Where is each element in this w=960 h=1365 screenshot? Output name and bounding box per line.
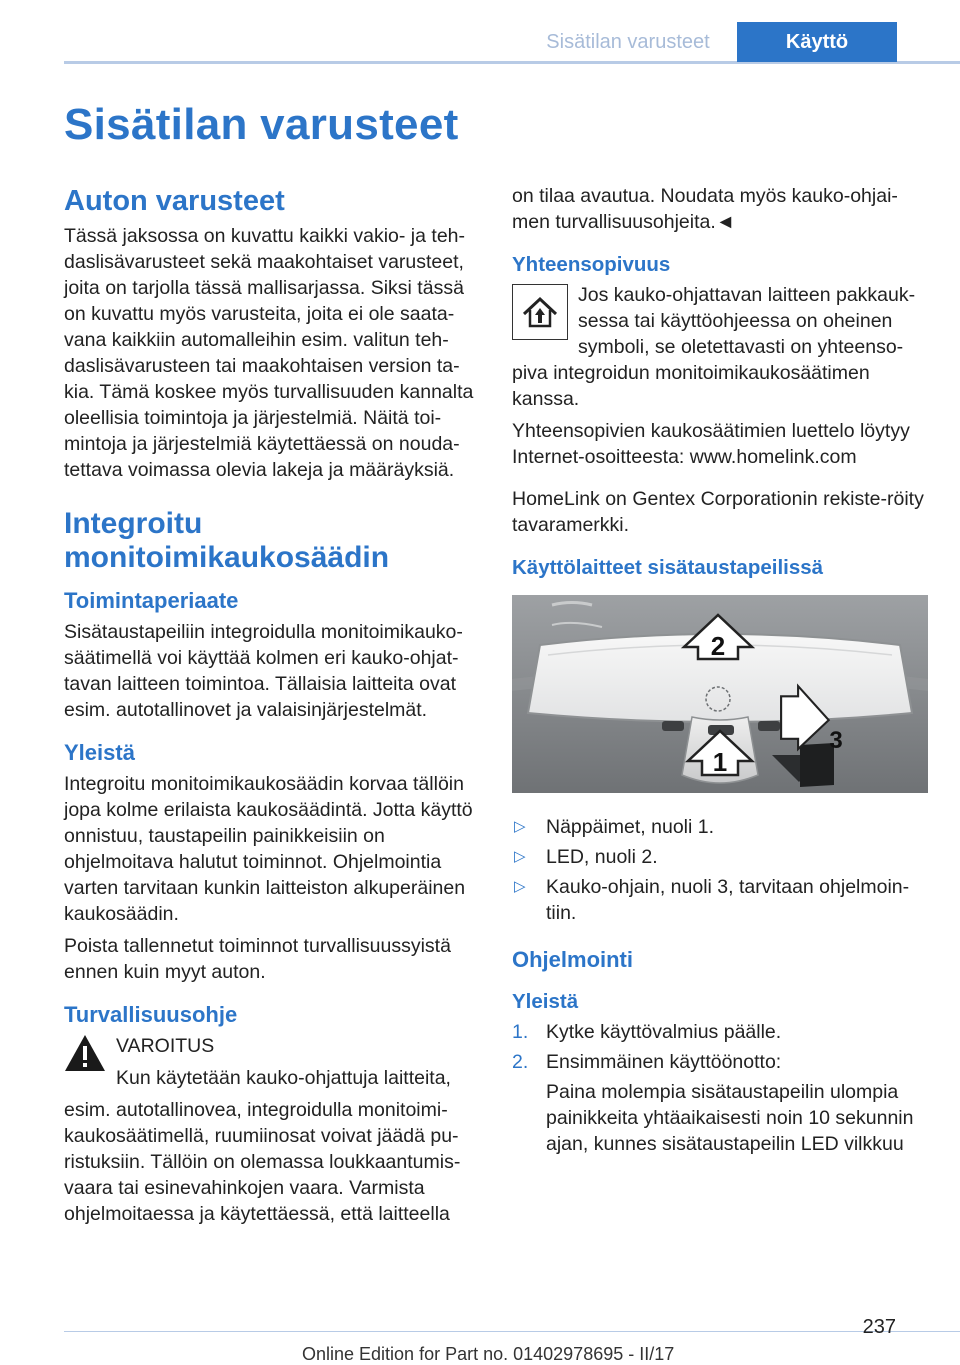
- footer-rule: [64, 1331, 960, 1332]
- heading-yleista: Yleistä: [64, 740, 135, 765]
- list-item: 2. Ensimmäinen käyttöönotto:: [512, 1051, 782, 1073]
- heading-toimintaperiaate: Toimintaperiaate: [64, 588, 239, 613]
- homelink-compat-icon: [512, 284, 568, 340]
- bullet-marker-icon: ▷: [514, 848, 526, 865]
- warning-text: esim. autotallinovea, integroidulla monitoimi-kaukosäätimellä, ruumiinosat voivat jäädä pu-ristuksiin. Tällöin on olemassa loukkaantumis-vaara tai esinevahinkojen vaara. Varmista ohjelmoitaessa ja käytettäessä, että laitteella: [64, 1099, 461, 1225]
- list-item: ▷ Kauko-ohjain, nuoli 3, tarvitaan ohjelmoin-tiin.: [514, 876, 910, 924]
- paragraph-warning-continued: on tilaa avautua. Noudata myös kauko-ohjai-men turvallisuusohjeita.◄: [512, 185, 898, 233]
- paragraph-homelink: HomeLink on Gentex Corporationin rekiste-röity tavaramerkki.: [512, 488, 924, 536]
- bullet-marker-icon: ▷: [514, 878, 526, 895]
- paragraph-toimintaperiaate: Sisätaustapeiliin integroidulla monitoimikauko-säätimellä voi käyttää kolmen eri kauko-ohjat-tavan laitteen toimintoa. Tällaisia laitteita ovat esim. autotallinovet ja valaisinjärjestelmät.: [64, 621, 463, 721]
- list-item: 1. Kytke käyttövalmius päälle.: [512, 1021, 782, 1043]
- list-item: ▷ Näppäimet, nuoli 1.: [514, 816, 715, 838]
- paragraph-yhteensopivuus-2: Yhteensopivien kaukosäätimien luettelo löytyy Internet-osoitteesta: www.homelink.com: [512, 420, 910, 468]
- paragraph-yleista-1: Integroitu monitoimikaukosäädin korvaa tällöin jopa kolme erilaista kaukosäädintä. Jotta käyttö onnistuu, taustapeilin painikkeisiin on ohjelmoitava halutut toiminnot. Ohjelmointia varten tarvitaan kunkin laitteiston alkuperäinen kaukosäädin.: [64, 773, 473, 925]
- paragraph-yhteensopivuus-1: Jos kauko-ohjattavan laitteen pakkauk-sessa tai käyttöohjeessa on oheinen symboli, se oletettavasti on yhteenso-piva integroidun monitoimikaukosäätimen kanssa.: [512, 284, 916, 410]
- heading-integroitu: Integroitu monitoimikaukosäädin: [64, 507, 390, 574]
- figure-label-3: 3: [829, 727, 843, 754]
- header-section-label: Sisätilan varusteet: [546, 30, 710, 53]
- page-title: Sisätilan varusteet: [64, 100, 459, 149]
- footer-edition: Online Edition for Part no. 01402978695 - II/17: [302, 1344, 675, 1364]
- paragraph-yleista-2: Poista tallennetut toiminnot turvallisuussyistä ennen kuin myyt auton.: [64, 935, 451, 983]
- warning-triangle-icon: [64, 1033, 106, 1073]
- left-column: [64, 183, 482, 1233]
- controls-bullet-list: [512, 814, 930, 926]
- warning-text-first-line: Kun käytetään kauko-ohjattuja laitteita,: [116, 1067, 451, 1089]
- heading-kayttolaitteet: Käyttölaitteet sisätaustapeilissä: [512, 556, 824, 579]
- heading-auton-varusteet: Auton varusteet: [64, 185, 285, 217]
- heading-turvallisuusohje: Turvallisuusohje: [64, 1002, 238, 1027]
- compatibility-block: [512, 282, 930, 418]
- programming-steps: [512, 1019, 930, 1075]
- right-column: [512, 183, 930, 1163]
- mirror-controls-figure: [512, 595, 928, 793]
- warning-block: [64, 1033, 482, 1227]
- paragraph-auton-varusteet: Tässä jaksossa on kuvattu kaikki vakio- ja teh-daslisävarusteet sekä maakohtaiset varusteet, joita on tarjolla tässä mallisarjassa. Siksi tässä on kuvattu myös varusteita, joita ei ole saata-vana kaikkiin automalleihin esim. valitun teh-daslisävarusteen tai maakohtaisen version ta-kia. Tämä koskee myös turvallisuuden kannalta oleellisia toimintoja ja järjestelmiä. Näitä toi-mintoja ja järjestelmiä käytettäessä on nouda-tettava voimassa olevia lakeja ja määräyksiä.: [64, 225, 474, 481]
- list-item: ▷ LED, nuoli 2.: [514, 846, 658, 868]
- heading-yhteensopivuus: Yhteensopivuus: [512, 253, 671, 276]
- bullet-marker-icon: ▷: [514, 818, 526, 835]
- step-2-detail: Paina molempia sisätaustapeilin ulompia painikkeita yhtäaikaisesti noin 10 sekunnin ajan, kunnes sisätaustapeilin LED vilkkuu: [546, 1081, 914, 1155]
- figure-label-2: 2: [710, 631, 726, 661]
- page-number: 237: [862, 1316, 896, 1338]
- heading-yleista-right: Yleistä: [512, 990, 579, 1013]
- heading-ohjelmointi: Ohjelmointi: [512, 947, 633, 972]
- warning-label: VAROITUS: [116, 1035, 215, 1057]
- header-chapter-tab: Käyttö: [737, 22, 897, 62]
- figure-label-1: 1: [712, 747, 728, 777]
